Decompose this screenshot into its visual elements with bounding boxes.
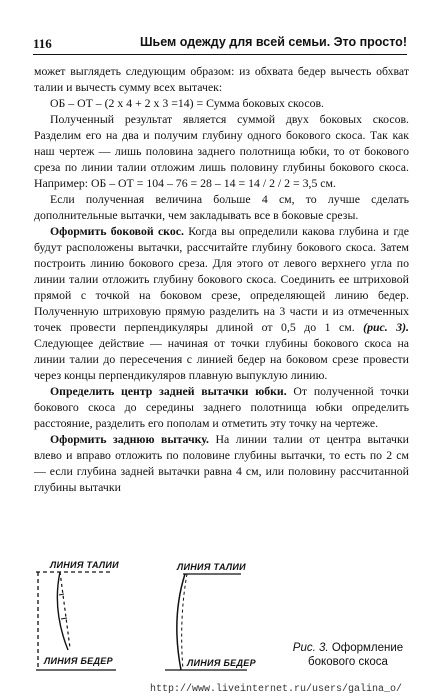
caption-text: Оформление бокового скоса <box>308 642 404 668</box>
figure-left-drawing <box>30 558 150 683</box>
side-curve <box>177 574 185 670</box>
formula-text: ОБ – ОТ – (2 х 4 + 2 х 3 =14) = Сумма боковых скосов. <box>50 96 325 110</box>
paragraph-text: Полученный результат является суммой двух боковых скосов. Разделим его на два и получим глубину одного бокового скоса. Так как наш чертеж — лишь половина заднего полотнища юбки, то от бокового среза по линии талии отложим лишь половину глубины бокового скоса. Например: ОБ – ОТ = 104 – 76 = 28 – 14 = 14 / 2 / 2 = 3,5 см. <box>34 112 409 190</box>
paragraph-text: Когда вы определили какова глубина и где будут расположены вытачки, рассчитайте глубину бокового скоса. Затем построить линию бокового среза. Для этого от левого верхнего угла по линии талии отложить глубину бокового скоса. Соединить ее штриховой прямой с точкой на боковом срезе, определяющей линию бедер. Полученную штриховую прямую разделить на 3 части и из отмеченных точек провести перпендикуляры длиной от 0,5 до 1 см. <box>34 224 409 334</box>
paragraph-heading: Определить центр задней вытачки юбки. <box>50 384 287 398</box>
formula <box>34 95 409 111</box>
caption-ref: Рис. 3. <box>292 642 329 654</box>
paragraph <box>34 111 409 191</box>
paragraph-text: На линии талии от центра вытачки влево и вправо отложить по половине глубины вытачки, то есть по 2 см — если глубина задней вытачки равна 4 см, или половину рассчитанной глубины вытачки <box>34 432 409 494</box>
paragraph-text: может выглядеть следующим образом: из обхвата бедер вычесть обхват талии и вычесть сумму всех вытачек: <box>34 64 409 94</box>
auxiliary-dashed-line <box>182 574 187 670</box>
paragraph-heading: Оформить боковой скос. <box>50 224 184 238</box>
paragraph <box>34 431 409 495</box>
page-number: 116 <box>33 36 52 51</box>
header-rule <box>33 54 407 55</box>
watermark-url: http://www.liveinternet.ru/users/galina_o/ <box>150 684 403 695</box>
paragraph <box>34 223 409 383</box>
side-curve <box>57 572 68 650</box>
perpendicular-mark <box>59 594 64 595</box>
running-header <box>33 30 407 56</box>
perpendicular-mark <box>61 618 67 619</box>
paragraph-heading: Оформить заднюю вытачку. <box>50 432 209 446</box>
paragraph-text: От полученной точки бокового скоса до середины заднего полотнища юбки определить расстояние, разделить его пополам и отметить эту точку на чертеже. <box>34 384 409 430</box>
figure-reference: (рис. 3). <box>354 320 409 334</box>
main-text <box>34 63 409 495</box>
figure-caption <box>268 641 428 669</box>
left-hip-label: ЛИНИЯ БЕДЕР <box>44 656 113 666</box>
paragraph <box>34 383 409 431</box>
auxiliary-dashed-line <box>60 572 70 648</box>
figure-3 <box>30 558 430 683</box>
paragraph-text: Следующее действие — начиная от точки глубины бокового скоса на линии талии до пересечения с линией бедер на боковом срезе провести через концы перпендикуляров плавную выпуклую линию. <box>34 336 409 382</box>
book-title: Шьем одежду для всей семьи. Это просто! <box>139 35 407 49</box>
paragraph <box>34 191 409 223</box>
paragraph-text: Если полученная величина больше 4 см, то лучше сделать дополнительные вытачки, чем закладывать все в боковые срезы. <box>34 192 409 222</box>
figure-right-drawing <box>155 558 275 683</box>
right-waist-label: ЛИНИЯ ТАЛИИ <box>177 562 246 572</box>
paragraph <box>34 63 409 95</box>
right-hip-label: ЛИНИЯ БЕДЕР <box>187 658 256 668</box>
left-waist-label: ЛИНИЯ ТАЛИИ <box>50 560 119 570</box>
